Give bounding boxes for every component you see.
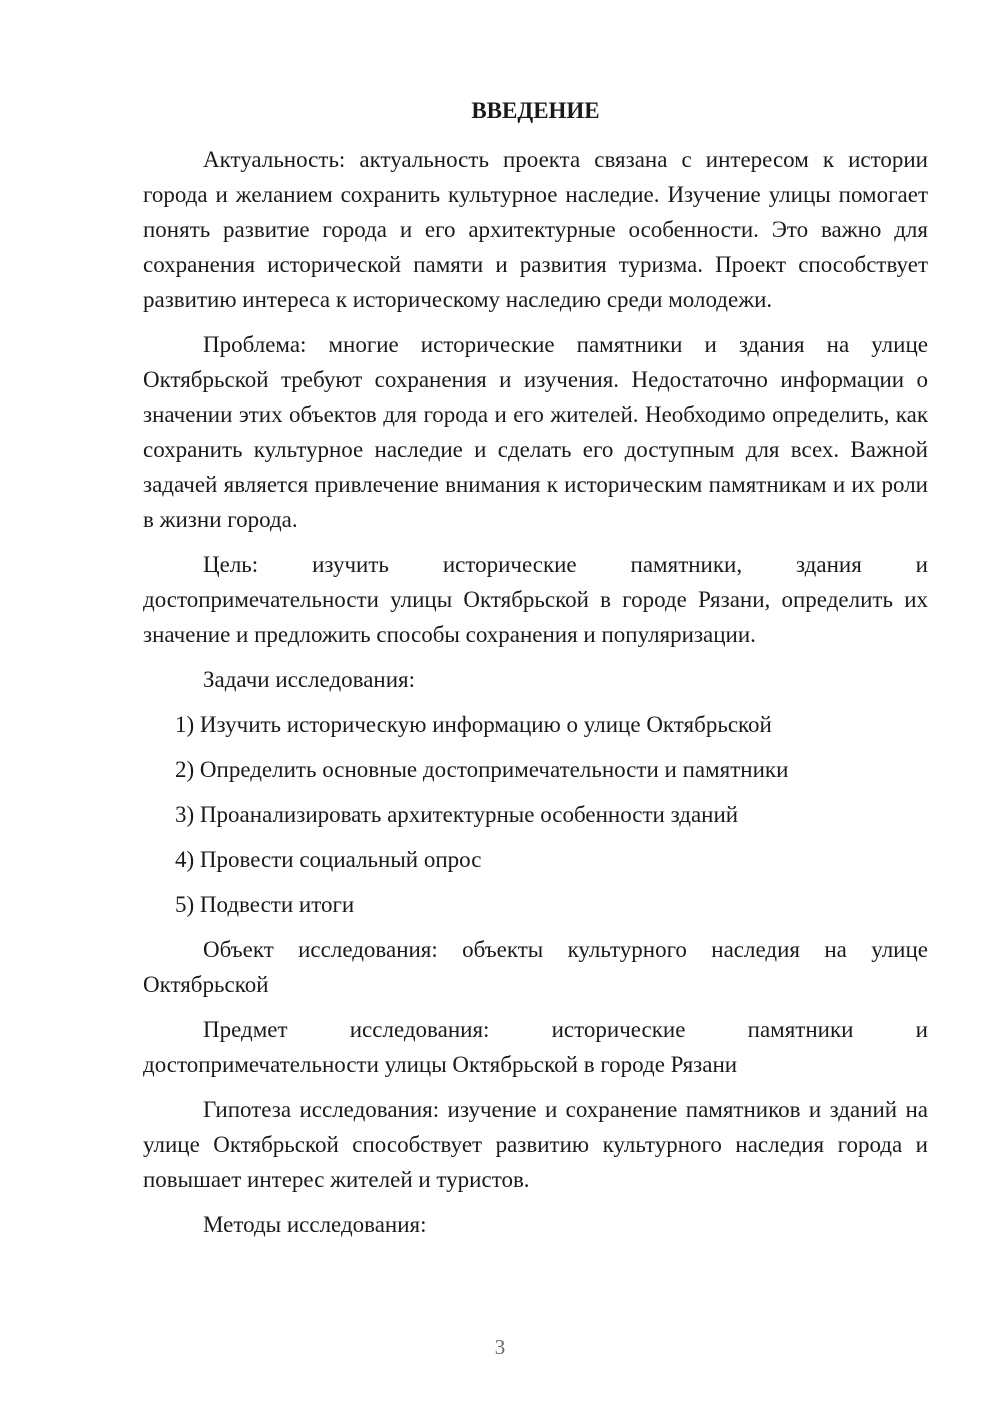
- object-paragraph: Объект исследования: объекты культурного наследия на улице Октябрьской: [143, 937, 928, 997]
- task-item-3: 3) Проанализировать архитектурные особенности зданий: [175, 802, 739, 827]
- methods-paragraph: Методы исследования:: [203, 1212, 427, 1237]
- task-item-1: 1) Изучить историческую информацию о улице Октябрьской: [175, 712, 772, 737]
- section-title: ВВЕДЕНИЕ: [471, 98, 600, 123]
- task-item-5: 5) Подвести итоги: [175, 892, 355, 917]
- problem-paragraph: Проблема: многие исторические памятники и здания на улице Октябрьской требуют сохранения и изучения. Недостаточно информации о значении этих объектов для города и его жителей. Необходимо определить, как сохранить культурное наследие и сделать его доступным для всех. Важной задачей является привлечение внимания к историческим памятникам и их роли в жизни города.: [143, 332, 928, 532]
- goal-paragraph: Цель: изучить исторические памятники, здания и достопримечательности улицы Октябрьской в городе Рязани, определить их значение и предложить способы сохранения и популяризации.: [143, 552, 928, 647]
- subject-paragraph: Предмет исследования: исторические памятники и достопримечательности улицы Октябрьской в городе Рязани: [143, 1017, 928, 1077]
- document-body: [143, 142, 928, 1252]
- task-item-4: 4) Провести социальный опрос: [175, 847, 482, 872]
- task-item-2: 2) Определить основные достопримечательности и памятники: [175, 757, 789, 782]
- hypothesis-paragraph: Гипотеза исследования: изучение и сохранение памятников и зданий на улице Октябрьской способствует развитию культурного наследия города и повышает интерес жителей и туристов.: [143, 1097, 928, 1192]
- tasks-heading: Задачи исследования:: [203, 667, 416, 692]
- page-number: 3: [494, 1335, 506, 1359]
- relevance-paragraph: Актуальность: актуальность проекта связана с интересом к истории города и желанием сохранить культурное наследие. Изучение улицы помогает понять развитие города и его архитектурные особенности. Это важно для сохранения исторической памяти и развития туризма. Проект способствует развитию интереса к историческому наследию среди молодежи.: [143, 147, 928, 312]
